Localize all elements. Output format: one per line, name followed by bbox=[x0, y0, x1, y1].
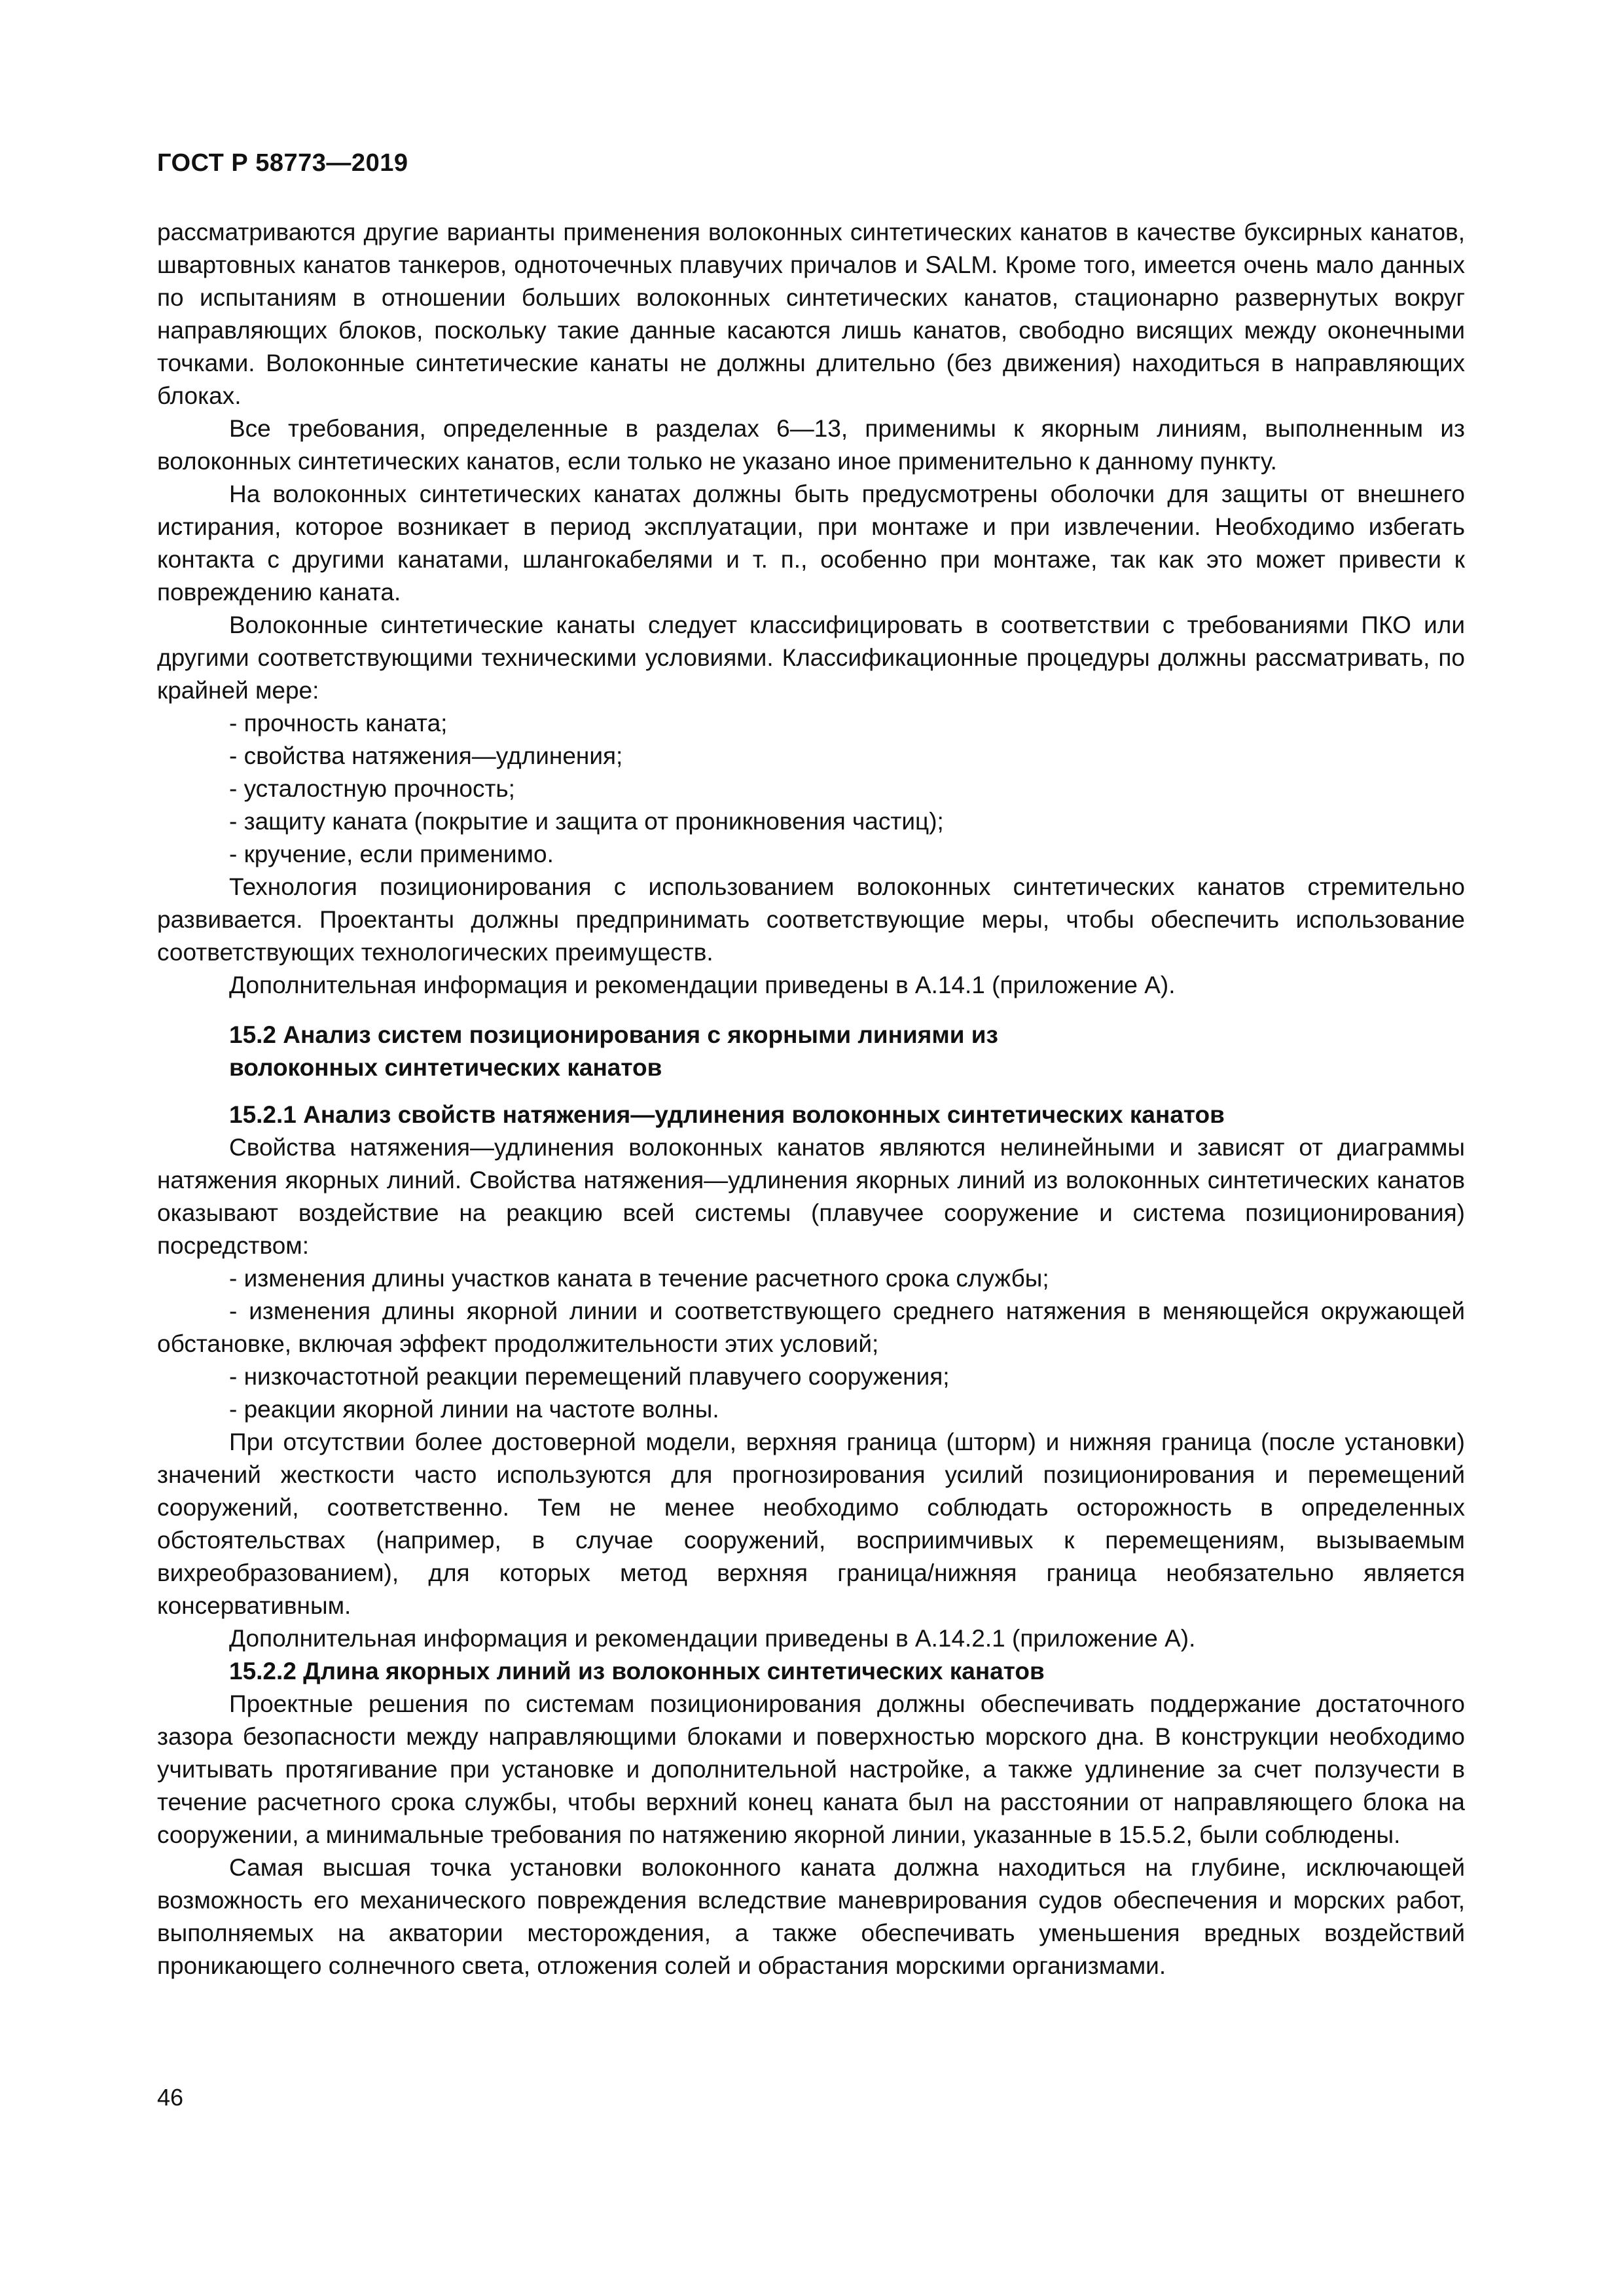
list-item: - реакции якорной линии на частоте волны. bbox=[229, 1396, 719, 1423]
document-header: ГОСТ Р 58773—2019 bbox=[157, 149, 408, 177]
paragraph: Технология позиционирования с использованием волоконных синтетических канатов стремительно развивается. Проектанты должны предпринимать соответствующие меры, чтобы обеспечить использование соответствующих технологических преимуществ. bbox=[157, 873, 1465, 966]
list-item: - кручение, если применимо. bbox=[229, 841, 554, 867]
paragraph: Дополнительная информация и рекомендации приведены в А.14.1 (приложение А). bbox=[229, 972, 1176, 998]
subsection-heading-15-2-2: 15.2.2 Длина якорных линий из волоконных синтетических канатов bbox=[229, 1658, 1045, 1685]
paragraph: Проектные решения по системам позиционирования должны обеспечивать поддержание достаточного зазора безопасности между направляющими блоками и поверхностью морского дна. В конструкции необходимо учитывать протягивание при установке и дополнительной настройке, а также удлинение за счет ползучести в течение расчетного срока службы, чтобы верхний конец каната был на расстоянии от направляющего блока на сооружении, а минимальные требования по натяжению якорной линии, указанные в 15.5.2, были соблюдены. bbox=[157, 1690, 1465, 1848]
list-item: - защиту каната (покрытие и защита от проникновения частиц); bbox=[229, 808, 944, 835]
paragraph: Все требования, определенные в разделах 6—13, применимы к якорным линиям, выполненным из волоконных синтетических канатов, если только не указано иное применительно к данному пункту. bbox=[157, 415, 1465, 475]
paragraph: Свойства натяжения—удлинения волоконных канатов являются нелинейными и зависят от диаграммы натяжения якорных линий. Свойства натяжения—удлинения якорных линий из волоконных синтетических канатов оказывают воздействие на реакцию всей системы (плавучее сооружение и система позиционирования) посредством: bbox=[157, 1134, 1465, 1259]
paragraph: На волоконных синтетических канатах должны быть предусмотрены оболочки для защиты от внешнего истирания, которое возникает в период эксплуатации, при монтаже и при извлечении. Необходимо избегать контакта с другими канатами, шлангокабелями и т. п., особенно при монтаже, так как это может привести к повреждению каната. bbox=[157, 481, 1465, 606]
list-item: - изменения длины якорной линии и соответствующего среднего натяжения в меняющейся окружающей обстановке, включая эффект продолжительности этих условий; bbox=[157, 1298, 1465, 1357]
page-body bbox=[157, 216, 1465, 1982]
section-heading-15-2: 15.2 Анализ систем позиционирования с якорными линиями из волоконных синтетических канатов bbox=[229, 1021, 998, 1081]
paragraph: При отсутствии более достоверной модели, верхняя граница (шторм) и нижняя граница (после установки) значений жесткости часто используются для прогнозирования усилий позиционирования и перемещений сооружений, соответственно. Тем не менее необходимо соблюдать осторожность в определенных обстоятельствах (например, в случае сооружений, восприимчивых к перемещениям, вызываемым вихреобразованием), для которых метод верхняя граница/нижняя граница необязательно является консервативным. bbox=[157, 1429, 1465, 1619]
list-item: - низкочастотной реакции перемещений плавучего сооружения; bbox=[229, 1363, 950, 1390]
paragraph-continuation: рассматриваются другие варианты применения волоконных синтетических канатов в качестве буксирных канатов, швартовных канатов танкеров, одноточечных плавучих причалов и SALM. Кроме того, имеется очень мало данных по испытаниям в отношении больших волоконных синтетических канатов, стационарно развернутых вокруг направляющих блоков, поскольку такие данные касаются лишь канатов, свободно висящих между оконечными точками. Волоконные синтетические канаты не должны длительно (без движения) находиться в направляющих блоках. bbox=[157, 219, 1465, 409]
paragraph: Дополнительная информация и рекомендации приведены в А.14.2.1 (приложение А). bbox=[229, 1625, 1196, 1652]
list-item: - изменения длины участков каната в течение расчетного срока службы; bbox=[229, 1265, 1049, 1292]
page-number: 46 bbox=[157, 2084, 184, 2111]
paragraph: Самая высшая точка установки волоконного каната должна находиться на глубине, исключающей возможность его механического повреждения вследствие маневрирования судов обеспечения и морских работ, выполняемых на акватории месторождения, а также обеспечивать уменьшения вредных воздействий проникающего солнечного света, отложения солей и обрастания морскими организмами. bbox=[157, 1854, 1465, 1979]
subsection-heading-15-2-1: 15.2.1 Анализ свойств натяжения—удлинения волоконных синтетических канатов bbox=[229, 1101, 1225, 1128]
paragraph: Волоконные синтетические канаты следует классифицировать в соответствии с требованиями ПКО или другими соответствующими техническими условиями. Классификационные процедуры должны рассматривать, по крайней мере: bbox=[157, 611, 1465, 704]
list-item: - свойства натяжения—удлинения; bbox=[229, 742, 623, 769]
list-item: - усталостную прочность; bbox=[229, 775, 515, 802]
list-item: - прочность каната; bbox=[229, 710, 448, 737]
